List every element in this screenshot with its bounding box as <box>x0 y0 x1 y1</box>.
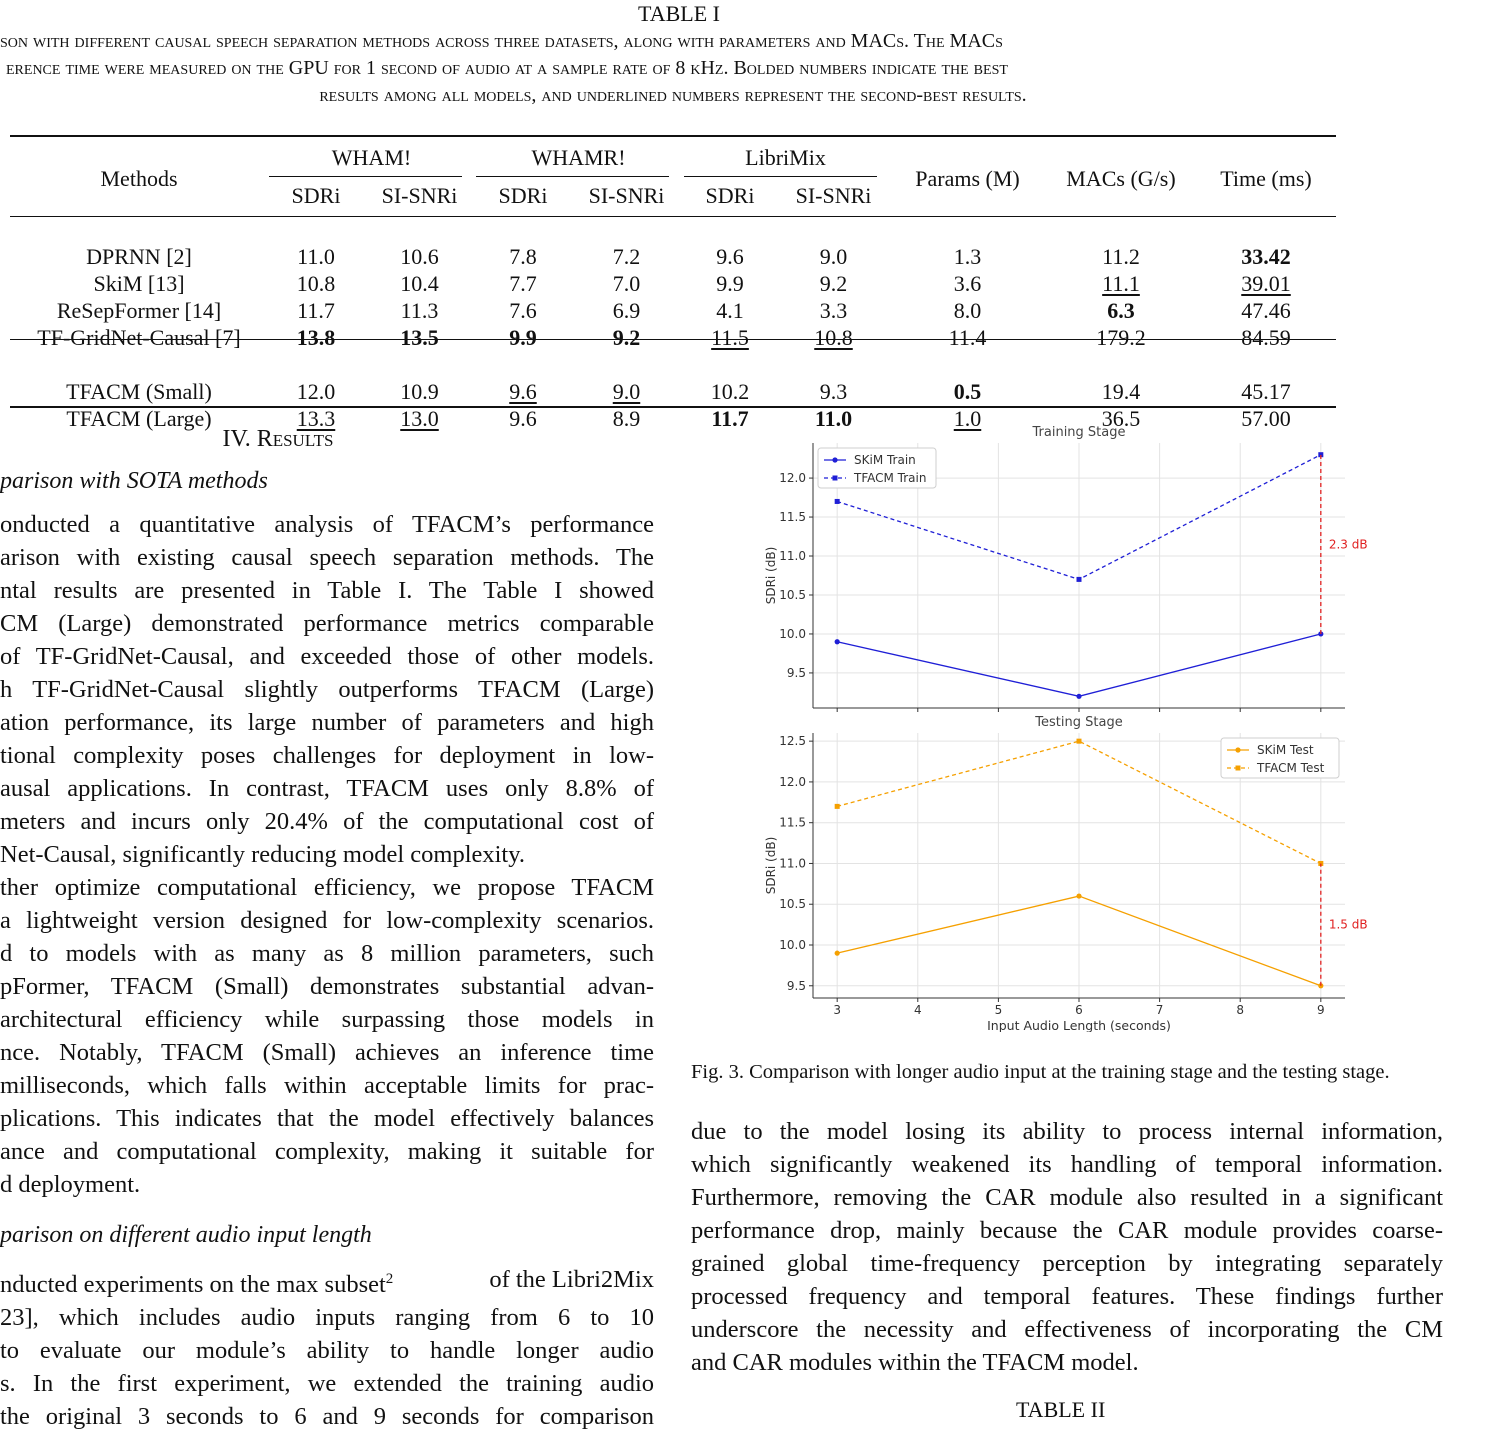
cell: 7.6 <box>509 298 537 323</box>
header-sisnri: SI-SNRi <box>588 182 665 208</box>
cell: 9.6 <box>509 379 537 404</box>
cell: 9.6 <box>509 406 537 431</box>
table-caption-line-3: results among all models, and underlined numbers represent the second-best results. <box>319 84 1027 106</box>
text-line: CM (Large) demonstrated performance metrics comparable <box>0 610 654 637</box>
cell: 11.7 <box>711 406 749 431</box>
x-tick-label: 8 <box>1236 1003 1245 1017</box>
text-line: Net-Causal, significantly reducing model complexity. <box>0 841 526 868</box>
text-line: ther optimize computational efficiency, we propose TFACM <box>0 874 654 901</box>
y-tick-label: 12.5 <box>779 734 806 749</box>
cell: 179.2 <box>1096 325 1146 350</box>
legend-label: TFACM Test <box>1257 761 1325 775</box>
table-top-rule <box>10 135 1336 137</box>
data-point <box>835 804 840 809</box>
cell: 3.6 <box>953 271 982 296</box>
data-point <box>835 499 840 504</box>
text-line: due to the model losing its ability to process internal information, <box>691 1118 1443 1145</box>
text-line: s. In the first experiment, we extended the training audio <box>0 1370 654 1398</box>
cell: 9.2 <box>819 271 848 296</box>
legend-label: TFACM Train <box>854 471 927 485</box>
cell: 7.0 <box>612 271 641 296</box>
cell: 1.0 <box>953 406 982 431</box>
header-sisnri: SI-SNRi <box>795 182 872 208</box>
text-line: Furthermore, removing the CAR module also resulted in a significant <box>691 1184 1443 1211</box>
data-point <box>1076 694 1081 699</box>
table-row <box>10 378 1336 405</box>
text-line: d deployment. <box>0 1171 141 1198</box>
cell: SkiM [13] <box>93 271 185 296</box>
paragraph-audio-length <box>0 1263 654 1433</box>
cell: 10.8 <box>296 271 336 296</box>
cell: DPRNN [2] <box>86 244 192 269</box>
next-table-title: TABLE II <box>1016 1397 1106 1422</box>
cell: 10.2 <box>710 379 750 404</box>
text-line: and CAR modules within the TFACM model. <box>691 1349 1139 1376</box>
header-librimix: LibriMix <box>745 144 826 170</box>
cell: 36.5 <box>1101 406 1141 431</box>
text-line: h TF-GridNet-Causal slightly outperforms TFACM (Large) <box>0 676 654 703</box>
header-whamr: WHAMR! <box>531 144 626 170</box>
x-tick-label: 9 <box>1316 1003 1325 1017</box>
paragraph-sota <box>0 508 654 1201</box>
cell: 8.0 <box>953 298 982 323</box>
figure-3-chart <box>752 420 1412 1032</box>
text-line: ntal results are presented in Table I. The Table I showed <box>0 577 654 604</box>
data-point <box>1076 893 1081 898</box>
text-line: to evaluate our module’s ability to handle longer audio <box>0 1337 654 1365</box>
y-axis-label: SDRi (dB) <box>764 836 778 895</box>
table-caption-line-2: erence time were measured on the GPU for 1 second of audio at a sample rate of 8 kHz. Bolded numbers indicate the best <box>6 57 1008 79</box>
cell: 9.9 <box>509 325 537 350</box>
header-macs: MACs (G/s) <box>1066 165 1176 191</box>
header-params: Params (M) <box>915 165 1020 191</box>
header-sdri: SDRi <box>498 182 548 208</box>
gap-annotation-label: 2.3 dB <box>1328 537 1368 552</box>
text-line <box>0 1263 654 1301</box>
cell: 3.3 <box>819 298 848 323</box>
text-line: ation performance, its large number of parameters and high <box>0 709 654 736</box>
cell: 6.3 <box>1107 298 1135 323</box>
y-tick-label: 9.5 <box>786 978 806 993</box>
text-line: d to models with as many as 8 million parameters, such <box>0 940 654 967</box>
x-tick-label: 3 <box>833 1003 842 1017</box>
text-line: arison with existing causal speech separation methods. The <box>0 544 654 571</box>
results-table <box>10 140 1336 432</box>
cell: 11.4 <box>948 325 987 350</box>
text-line: grained global time-frequency perception by integrating separately <box>691 1250 1443 1277</box>
cell: 39.01 <box>1241 271 1291 296</box>
cell: 11.3 <box>400 298 439 323</box>
cell: 11.7 <box>297 298 335 323</box>
header-time: Time (ms) <box>1220 165 1312 191</box>
text-fragment: nducted experiments on the max subset <box>0 1271 386 1299</box>
cell: TF-GridNet-Causal [7] <box>37 325 241 350</box>
cell: 9.0 <box>819 244 848 269</box>
y-tick-label: 10.0 <box>779 626 806 641</box>
cell: 47.46 <box>1241 298 1291 323</box>
text-line: meters and incurs only 20.4% of the computational cost of <box>0 808 654 835</box>
header-methods: Methods <box>100 165 178 191</box>
text-line: a lightweight version designed for low-complexity scenarios. <box>0 907 654 934</box>
cell: 6.9 <box>612 298 641 323</box>
y-tick-label: 11.0 <box>779 549 806 564</box>
text-fragment: of the Libri2Mix <box>489 1266 654 1293</box>
text-line: the original 3 seconds to 6 and 9 seconds for comparison <box>0 1403 654 1431</box>
cell: 7.7 <box>509 271 537 296</box>
cell: 13.3 <box>296 406 336 431</box>
cell: 84.59 <box>1241 325 1291 350</box>
text-line: ance and computational complexity, making it suitable for <box>0 1138 654 1165</box>
y-tick-label: 9.5 <box>786 665 806 680</box>
cell: 19.4 <box>1101 379 1141 404</box>
cell: TFACM (Small) <box>66 379 212 404</box>
table-title: TABLE I <box>638 1 720 26</box>
cell: 45.17 <box>1241 379 1291 404</box>
data-point <box>1077 739 1082 744</box>
y-tick-label: 10.0 <box>779 938 806 952</box>
cell: TFACM (Large) <box>66 406 212 431</box>
table-row <box>10 243 1336 270</box>
text-line: 23], which includes audio inputs ranging from 6 to 10 <box>0 1304 654 1332</box>
y-tick-label: 11.5 <box>779 815 806 830</box>
cell: 11.0 <box>814 406 853 431</box>
text-line: milliseconds, which falls within acceptable limits for prac- <box>0 1072 654 1099</box>
cell: ReSepFormer [14] <box>56 298 222 323</box>
cell: 10.4 <box>400 271 439 296</box>
text-line: underscore the necessity and effectiveness of incorporating the CM <box>691 1316 1443 1343</box>
cell: 10.9 <box>400 379 439 404</box>
x-axis-label: Input Audio Length (seconds) <box>987 1018 1171 1032</box>
y-tick-label: 10.5 <box>779 587 806 602</box>
section-heading: IV. Results <box>222 426 334 452</box>
text-line: onducted a quantitative analysis of TFACM’s performance <box>0 511 654 538</box>
legend-label: SKiM Test <box>1257 743 1314 757</box>
legend-marker <box>1235 747 1240 752</box>
legend-marker <box>832 457 837 462</box>
cell: 1.3 <box>953 244 982 269</box>
footnote-mark: 2 <box>385 1271 394 1287</box>
cell: 9.6 <box>716 244 744 269</box>
cell: 4.1 <box>716 298 744 323</box>
figure-caption: Fig. 3. Comparison with longer audio input at the training stage and the testing stage. <box>691 1061 1390 1083</box>
subsection-b-heading: parison on different audio input length <box>0 1222 372 1248</box>
gap-annotation-label: 1.5 dB <box>1328 917 1368 932</box>
cell: 57.00 <box>1241 406 1291 431</box>
text-line: architectural efficiency while surpassing those models in <box>0 1006 654 1033</box>
cell: 10.8 <box>814 325 853 350</box>
table-row <box>10 297 1336 324</box>
y-tick-label: 12.0 <box>779 774 806 789</box>
header-wham: WHAM! <box>331 144 412 170</box>
paragraph-right <box>691 1115 1443 1379</box>
cell: 11.0 <box>297 244 335 269</box>
cell: 10.6 <box>400 244 439 269</box>
table-row <box>10 324 1336 351</box>
cell: 9.0 <box>612 379 641 404</box>
subsection-a-heading: parison with SOTA methods <box>0 468 268 494</box>
cell: 13.8 <box>296 325 336 350</box>
header-sdri: SDRi <box>705 182 755 208</box>
cell: 9.2 <box>612 325 641 350</box>
x-tick-label: 6 <box>1075 1003 1083 1017</box>
text-line: tional complexity poses challenges for deployment in low- <box>0 742 654 769</box>
header-sdri: SDRi <box>291 182 341 208</box>
chart-title: Testing Stage <box>1035 715 1123 730</box>
text-line: nce. Notably, TFACM (Small) achieves an inference time <box>0 1039 654 1066</box>
cell: 13.5 <box>400 325 439 350</box>
cell: 12.0 <box>296 379 336 404</box>
y-tick-label: 11.5 <box>779 510 806 525</box>
data-point <box>835 639 840 644</box>
cell: 11.5 <box>711 325 749 350</box>
text-line: pFormer, TFACM (Small) demonstrates substantial advan- <box>0 973 654 1000</box>
text-line: plications. This indicates that the model effectively balances <box>0 1105 654 1132</box>
cell: 11.1 <box>1102 271 1140 296</box>
text-line: performance drop, mainly because the CAR module provides coarse- <box>691 1217 1443 1244</box>
y-axis-label: SDRi (dB) <box>764 546 778 605</box>
y-tick-label: 11.0 <box>779 856 806 871</box>
text-line: ausal applications. In contrast, TFACM uses only 8.8% of <box>0 775 654 802</box>
table-row <box>10 270 1336 297</box>
legend-marker <box>833 476 838 481</box>
header-sisnri: SI-SNRi <box>381 182 458 208</box>
y-tick-label: 10.5 <box>779 897 806 912</box>
text-line: of TF-GridNet-Causal, and exceeded those of other models. <box>0 643 654 670</box>
cell: 8.9 <box>612 406 641 431</box>
cell: 11.2 <box>1102 244 1140 269</box>
text-line: processed frequency and temporal features. These findings further <box>691 1283 1443 1310</box>
x-tick-label: 4 <box>913 1003 922 1017</box>
legend-label: SKiM Train <box>854 453 916 467</box>
legend-marker <box>1236 766 1241 771</box>
cell: 7.8 <box>509 244 537 269</box>
cell: 9.3 <box>819 379 848 404</box>
y-tick-label: 12.0 <box>779 471 806 486</box>
text-line: which significantly weakened its handling of temporal information. <box>691 1151 1443 1178</box>
chart-title: Training Stage <box>1032 425 1126 440</box>
data-point <box>1077 577 1082 582</box>
table-caption-line-1: son with different causal speech separation methods across three datasets, along with parameters and MACs. The MACs <box>0 30 1003 52</box>
x-tick-label: 5 <box>994 1003 1003 1017</box>
data-point <box>835 951 840 956</box>
cell: 0.5 <box>953 379 982 404</box>
cell: 7.2 <box>612 244 641 269</box>
cell: 13.0 <box>400 406 439 431</box>
x-tick-label: 7 <box>1155 1003 1164 1017</box>
cell: 9.9 <box>716 271 744 296</box>
cell: 33.42 <box>1241 244 1291 269</box>
